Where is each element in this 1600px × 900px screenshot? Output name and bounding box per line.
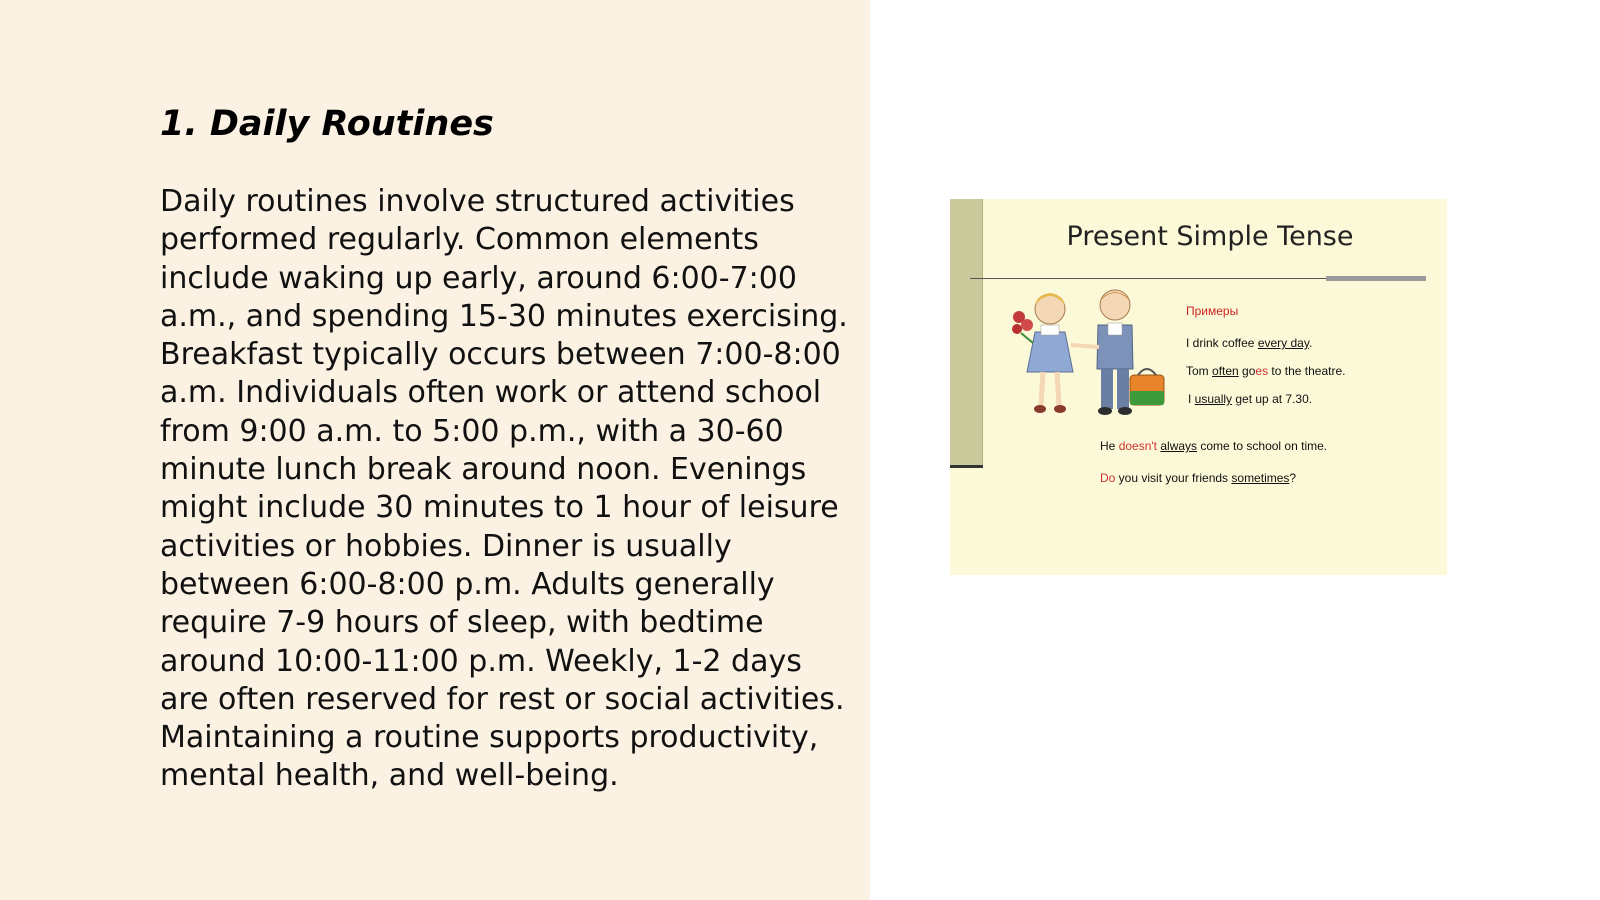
example-line-5: Do you visit your friends sometimes? <box>1100 471 1297 485</box>
example-line-3: I usually get up at 7.30. <box>1188 392 1313 406</box>
example-line-4: He doesn't always come to school on time. <box>1100 439 1328 453</box>
example-line-2: Tom often goes to the theatre. <box>1186 364 1346 378</box>
body-paragraph: Daily routines involve structured activities performed regularly. Common elements include waking up early, around 6:00-7:00 a.m., and spending 15-30 minutes exercising. Breakfast typically occurs between 7:00-8:00 a.m. Individuals often work or attend school from 9:00 a.m. to 5:00 p.m., with a 30-60 minute lunch break around noon. Evenings might include 30 minutes to 1 hour of leisure activities or hobbies. Dinner is usually between 6:00-8:00 p.m. Adults generally require 7-9 hours of sleep, with bedtime around 10:00-11:00 p.m. Weekly, 1-2 days are often reserved for rest or social activities. Maintaining a routine supports productivity, mental health, and well-being. <box>160 184 848 794</box>
image-title-rule-accent <box>1326 276 1426 281</box>
image-title: Present Simple Tense <box>1066 221 1354 252</box>
example-line-1: I drink coffee every day. <box>1186 336 1313 350</box>
image-sidebar-base <box>950 465 983 468</box>
image-sidebar-bar <box>950 199 983 465</box>
examples-heading: Примеры <box>1186 304 1239 318</box>
present-simple-image <box>950 199 1447 575</box>
schoolchildren-illustration <box>1005 287 1170 427</box>
slide-heading: 1. Daily Routines <box>160 104 494 144</box>
